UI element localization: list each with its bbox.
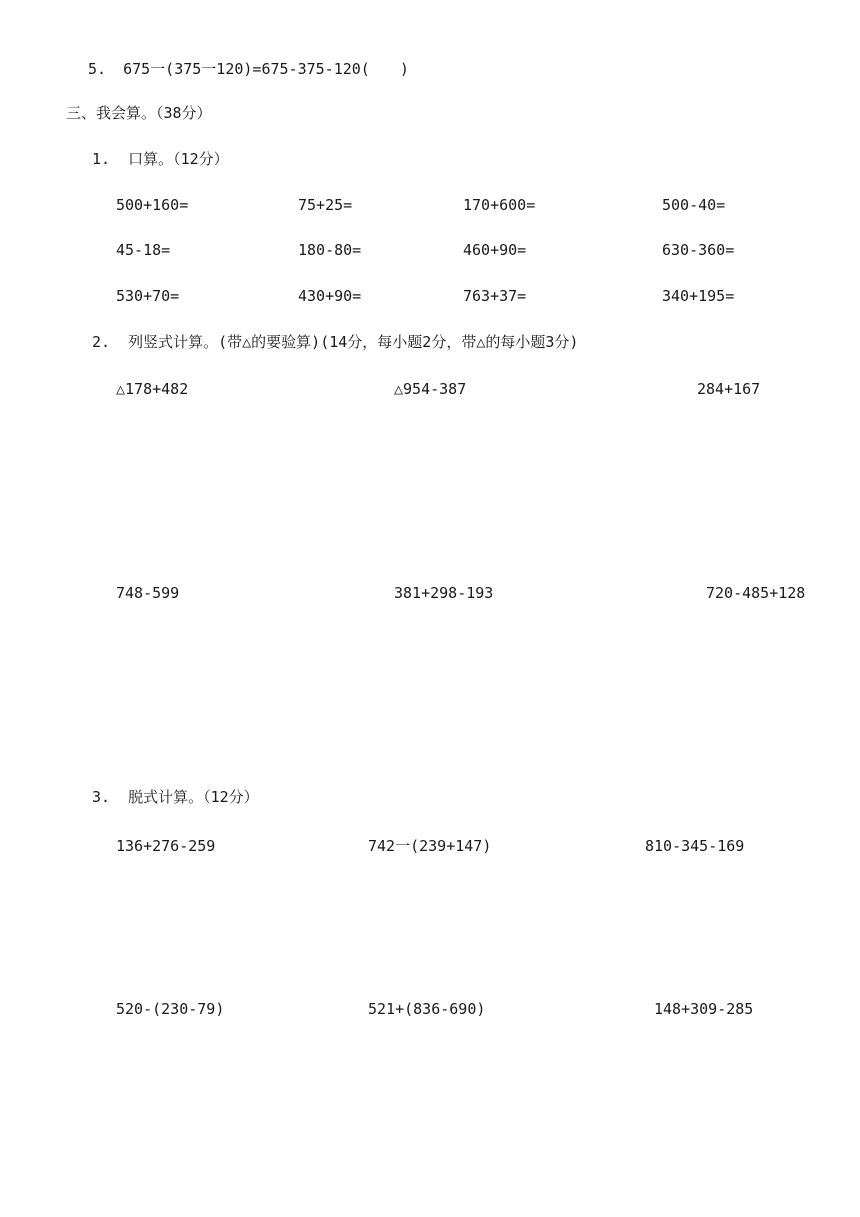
oral-item: 75+25= — [298, 196, 353, 214]
oral-item: 460+90= — [463, 241, 527, 259]
step-calc-item: 136+276-259 — [116, 837, 216, 855]
oral-item: 500-40= — [662, 196, 726, 214]
step-calc-item: 521+(836-690) — [368, 1000, 486, 1018]
vertical-calc-item: △954-387 — [394, 380, 467, 398]
part-2-title: 2. 列竖式计算。(带△的要验算)(14分，每小题2分，带△的每小题3分) — [92, 333, 579, 351]
step-calc-item: 742一(239+147) — [368, 837, 492, 855]
oral-item: 763+37= — [463, 287, 527, 305]
vertical-calc-item: △178+482 — [116, 380, 189, 398]
step-calc-item: 810-345-169 — [645, 837, 745, 855]
part-3-title: 3. 脱式计算。（12分） — [92, 788, 259, 806]
vertical-calc-item: 720-485+128 — [706, 584, 806, 602]
step-calc-item: 520-(230-79) — [116, 1000, 225, 1018]
vertical-calc-item: 381+298-193 — [394, 584, 494, 602]
oral-item: 170+600= — [463, 196, 536, 214]
vertical-calc-item: 748-599 — [116, 584, 180, 602]
oral-item: 630-360= — [662, 241, 735, 259]
oral-item: 340+195= — [662, 287, 735, 305]
part-1-title: 1. 口算。（12分） — [92, 150, 229, 168]
oral-item: 45-18= — [116, 241, 171, 259]
oral-item: 430+90= — [298, 287, 362, 305]
oral-item: 500+160= — [116, 196, 189, 214]
oral-item: 180-80= — [298, 241, 362, 259]
question-5 — [88, 59, 409, 79]
oral-item: 530+70= — [116, 287, 180, 305]
vertical-calc-item: 284+167 — [697, 380, 761, 398]
question-5-number: 5. — [88, 60, 107, 78]
question-5-text: 675一(375一120)=675-375-120( ) — [123, 60, 409, 78]
step-calc-item: 148+309-285 — [654, 1000, 754, 1018]
section-3-title: 三、我会算。（38分） — [66, 104, 212, 122]
